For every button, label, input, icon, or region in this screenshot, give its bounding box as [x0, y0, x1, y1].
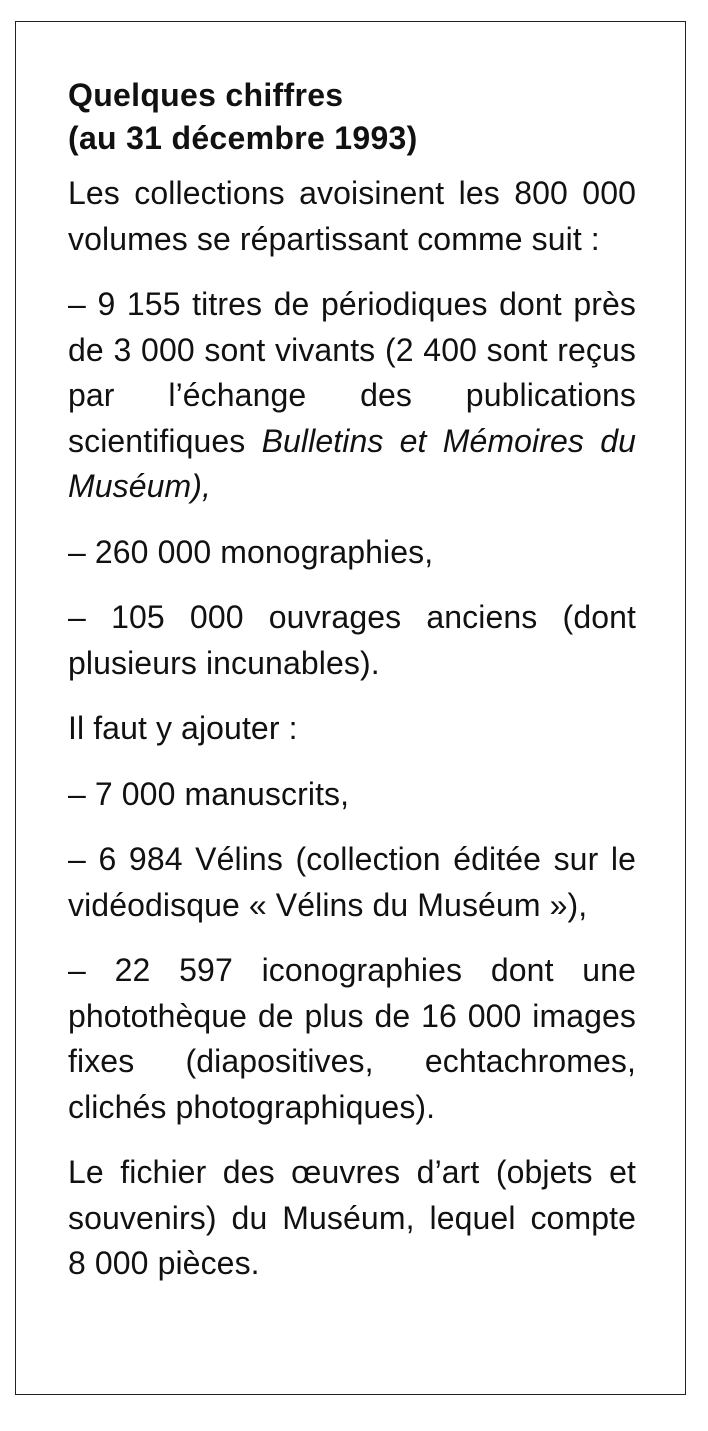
periodicals-text: – 9 155 titres de périodiques dont près de 3 000 sont vivants (2 400 sont reçus par l’échange des publications scientifiques	[68, 286, 636, 459]
add-intro-paragraph: Il faut y ajouter :	[68, 710, 298, 746]
artworks-paragraph: Le fichier des œuvres d’art (objets et souvenirs) du Muséum, lequel compte 8 000 pièces.	[68, 1154, 636, 1281]
iconography-paragraph: – 22 597 iconographies dont une photothèque de plus de 16 000 images fixes (diapositives, echtachromes, clichés photographiques).	[68, 952, 636, 1125]
periodicals-italic-title: Bulletins et Mémoires du Muséum),	[68, 422, 636, 504]
periodicals-paragraph	[68, 282, 636, 510]
manuscripts-paragraph: – 7 000 manuscrits,	[68, 775, 350, 812]
title-line-2: (au 31 décembre 1993)	[68, 120, 418, 156]
intro-paragraph: Les collections avoisinent les 800 000 volumes se répartissant comme suit :	[68, 175, 636, 257]
old-books-paragraph: – 105 000 ouvrages anciens (dont plusieurs incunables).	[68, 599, 636, 681]
velins-paragraph: – 6 984 Vélins (collection éditée sur le vidéodisque « Vélins du Muséum »),	[68, 841, 636, 923]
title-line-1: Quelques chiffres	[68, 77, 344, 113]
monographs-paragraph: – 260 000 monographies,	[68, 533, 434, 570]
panel-content	[68, 74, 636, 1307]
panel-title	[68, 74, 636, 160]
